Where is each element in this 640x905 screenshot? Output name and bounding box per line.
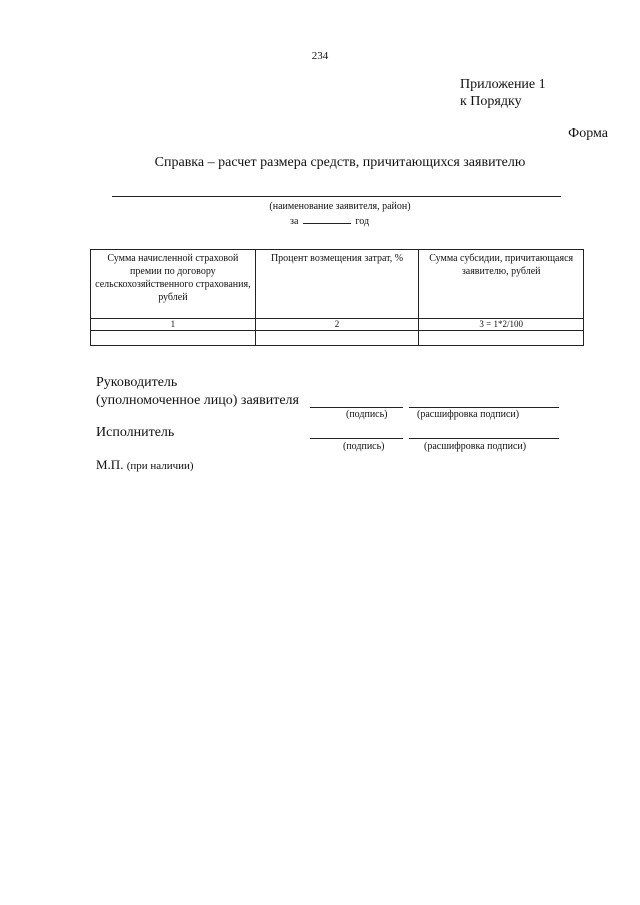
authorized-person-label: (уполномоченное лицо) заявителя [96, 393, 299, 408]
table-cell [419, 331, 584, 346]
table-cell [91, 331, 256, 346]
executor-decoding-caption: (расшифровка подписи) [424, 441, 527, 452]
executor-decoding-line [409, 438, 559, 439]
table-row-column-numbers [91, 319, 584, 331]
executor-signature-caption: (подпись) [343, 441, 385, 452]
stamp-note: (при наличии) [126, 460, 194, 472]
page-number: 234 [311, 50, 329, 62]
appendix-line-1: Приложение 1 [460, 77, 546, 92]
header-subsidy-amount: Сумма субсидии, причитающаяся заявителю, рублей [419, 250, 584, 319]
table-cell [255, 331, 419, 346]
stamp-placeholder [96, 457, 194, 473]
period-prefix: за [290, 216, 299, 227]
header-reimbursement-percent: Процент возмещения затрат, % [255, 250, 419, 319]
form-label: Форма [568, 126, 608, 141]
document-title: Справка – расчет размера средств, причитающихся заявителю [154, 155, 526, 170]
year-blank [303, 214, 351, 224]
head-decoding-caption: (расшифровка подписи) [417, 409, 520, 420]
head-label: Руководитель [96, 375, 178, 390]
column-number-3: 3 = 1*2/100 [419, 319, 584, 331]
column-number-2: 2 [255, 319, 419, 331]
calculation-table [90, 249, 584, 346]
column-number-1: 1 [91, 319, 256, 331]
stamp-label: М.П. [96, 457, 124, 472]
executor-signature-line [310, 438, 403, 439]
applicant-name-line [112, 196, 561, 197]
head-signature-caption: (подпись) [346, 409, 388, 420]
head-signature-line [310, 407, 403, 408]
appendix-line-2: к Порядку [460, 94, 522, 109]
table-row [91, 331, 584, 346]
reporting-period [290, 214, 369, 227]
head-decoding-line [409, 407, 559, 408]
applicant-caption: (наименование заявителя, район) [269, 201, 411, 212]
header-premium-amount: Сумма начисленной страховой премии по договору сельскохозяйственного страхования, рублей [91, 250, 256, 319]
executor-label: Исполнитель [96, 425, 175, 440]
appendix-reference [460, 76, 546, 110]
table-header-row [91, 250, 584, 319]
period-suffix: год [355, 216, 370, 227]
